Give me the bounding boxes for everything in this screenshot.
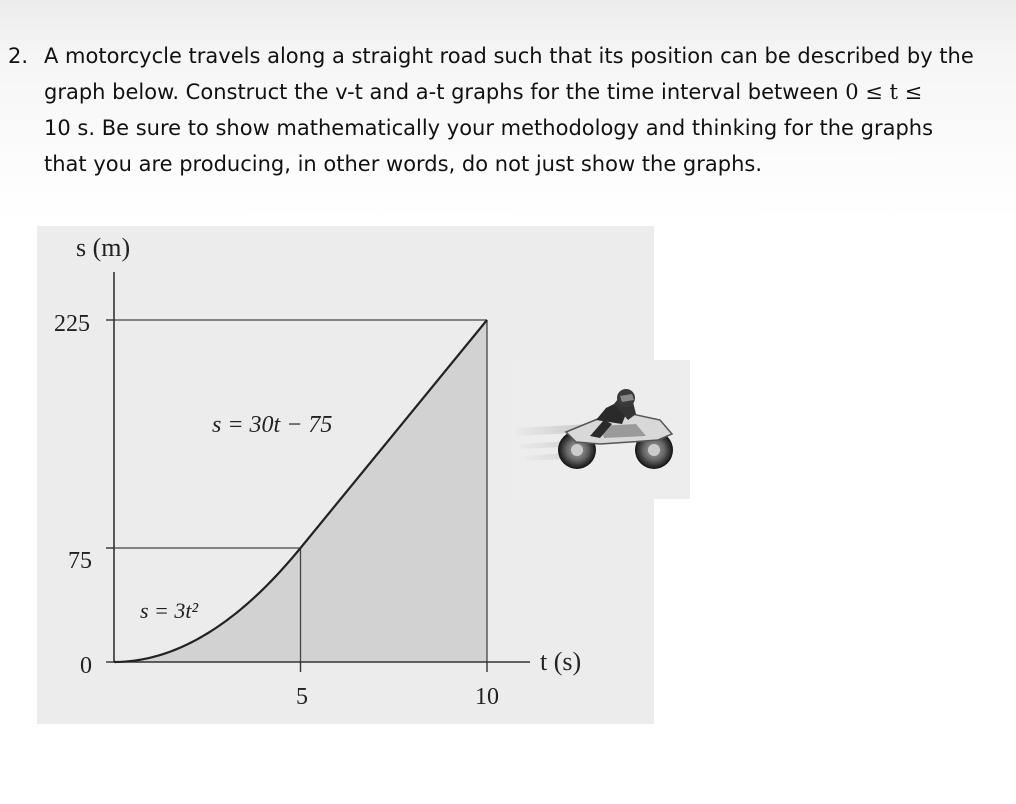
y-axis-label: s (m) bbox=[76, 233, 131, 262]
problem-line-4: that you are producing, in other words, do not just show the graphs. bbox=[44, 152, 763, 176]
x-tick-label-5: 5 bbox=[296, 684, 308, 710]
y-tick-label-225: 225 bbox=[54, 311, 90, 337]
equation-linear: s = 30t − 75 bbox=[212, 412, 333, 438]
x-tick-label-10: 10 bbox=[475, 684, 499, 710]
problem-number: 2. bbox=[8, 44, 29, 68]
motorcycle-rider-icon bbox=[511, 360, 690, 499]
x-axis-label: t (s) bbox=[540, 647, 582, 676]
y-tick-label-75: 75 bbox=[68, 548, 92, 574]
problem-line-2-text: graph below. Construct the v-t and a-t graphs for the time interval between bbox=[44, 80, 839, 104]
equation-parabola: s = 3t² bbox=[140, 598, 199, 623]
problem-line-3: 10 s. Be sure to show mathematically your methodology and thinking for the graphs bbox=[44, 116, 934, 140]
problem-line-1: A motorcycle travels along a straight road such that its position can be described by the bbox=[44, 44, 974, 68]
time-interval-math: 0 ≤ t ≤ bbox=[845, 80, 923, 104]
y-tick-label-0: 0 bbox=[80, 653, 92, 679]
